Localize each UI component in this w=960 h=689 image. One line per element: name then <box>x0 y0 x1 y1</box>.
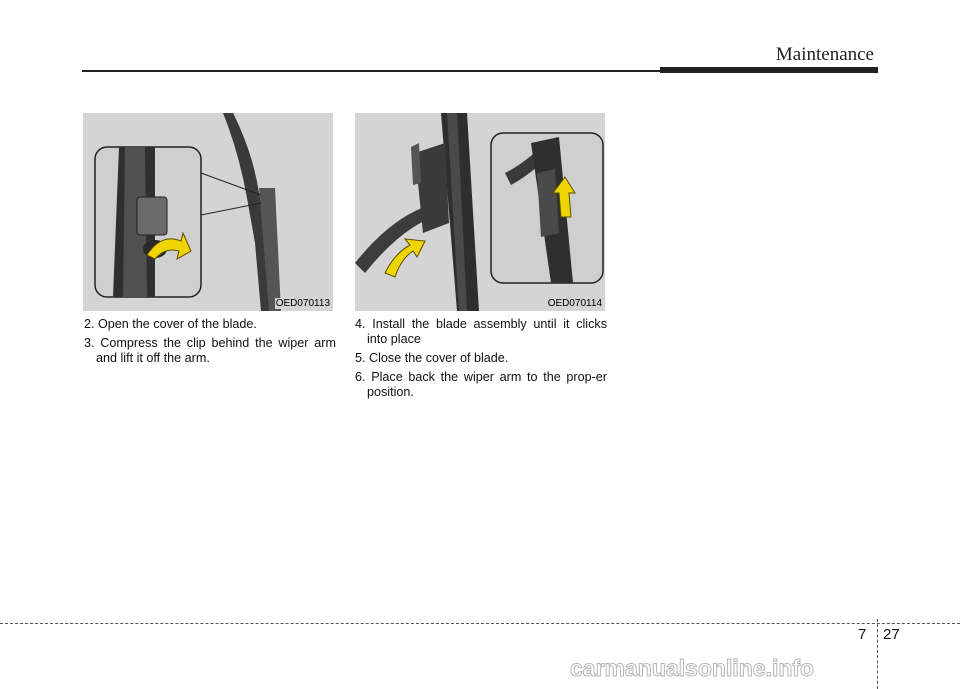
figure-install-blade <box>355 113 605 311</box>
figure-open-blade-cover <box>83 113 333 311</box>
left-instructions <box>84 317 336 370</box>
figure-code: OED070113 <box>275 298 330 309</box>
header-rule-accent <box>660 67 878 73</box>
step-item: 6. Place back the wiper arm to the prop-er position. <box>355 370 607 399</box>
page-number: 27 <box>883 626 900 643</box>
footer-vertical-divider <box>877 619 878 689</box>
step-item: 4. Install the blade assembly until it clicks into place <box>355 317 607 346</box>
section-title: Maintenance <box>775 44 874 65</box>
header-rule <box>82 70 662 72</box>
watermark: carmanualsonline.info <box>570 655 815 681</box>
step-item: 2. Open the cover of the blade. <box>84 317 257 331</box>
chapter-number: 7 <box>858 626 867 643</box>
wiper-install-illustration <box>355 113 605 311</box>
footer-divider <box>0 623 960 624</box>
figure-code: OED070114 <box>547 298 602 309</box>
right-instructions <box>355 317 607 404</box>
wiper-clip-illustration <box>83 113 333 311</box>
step-item: 5. Close the cover of blade. <box>355 351 509 365</box>
step-item: 3. Compress the clip behind the wiper arm and lift it off the arm. <box>84 336 336 365</box>
